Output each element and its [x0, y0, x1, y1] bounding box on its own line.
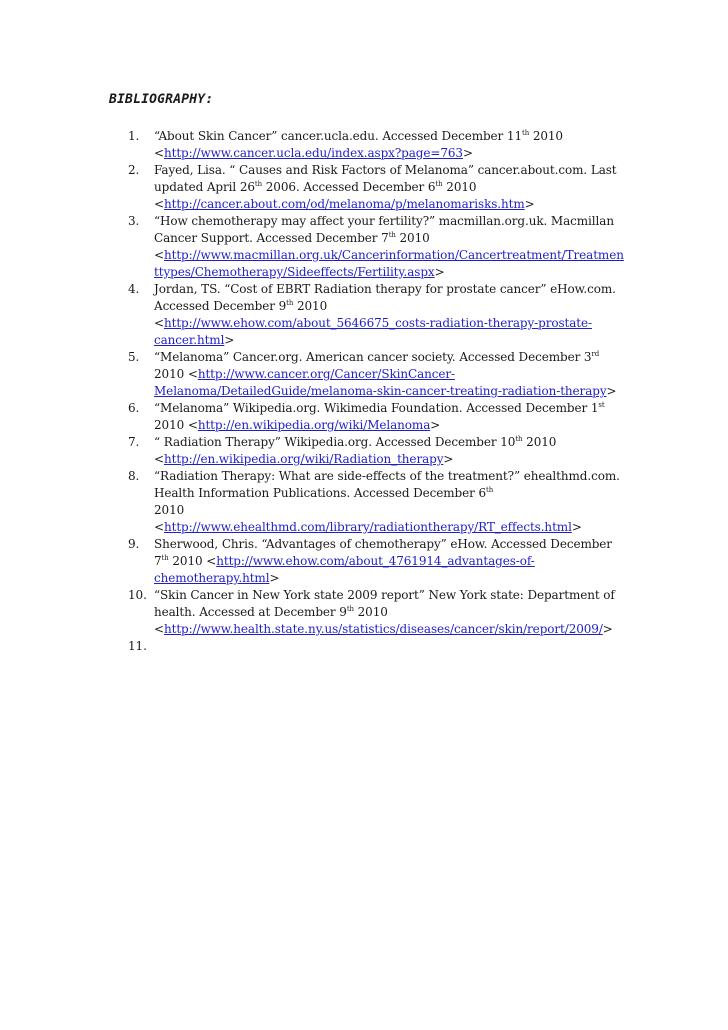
bracket: >: [602, 622, 613, 636]
citation-text: 2010: [154, 367, 188, 381]
citation-text: 2010: [168, 554, 207, 568]
superscript: th: [161, 554, 169, 562]
list-item: [128, 213, 624, 281]
list-item: [128, 587, 624, 638]
list-item: [128, 434, 624, 468]
list-item: [128, 128, 624, 162]
superscript: th: [435, 180, 443, 188]
citation-link[interactable]: http://www.ehow.com/about_5646675_costs-radiation-therapy-prostate-cancer.html: [154, 316, 592, 347]
list-item: [128, 400, 624, 434]
list-item: [128, 638, 624, 655]
citation-text: “About Skin Cancer” cancer.ucla.edu. Accessed December 11: [154, 129, 522, 143]
bracket: <: [187, 418, 198, 432]
item-number: 6.: [128, 401, 140, 415]
citation-link[interactable]: http://www.cancer.org/Cancer/SkinCancer-Melanoma/DetailedGuide/melanoma-skin-cancer-treating-radiation-therapy: [154, 367, 607, 398]
bracket: <: [154, 452, 164, 466]
citation-text: “Melanoma” Wikipedia.org. Wikimedia Foundation. Accessed December 1: [154, 401, 599, 415]
list-item: [128, 162, 624, 213]
superscript: th: [521, 129, 530, 137]
superscript: th: [388, 231, 396, 239]
citation-text: 2010: [154, 418, 188, 432]
superscript: th: [515, 435, 523, 443]
bracket: >: [524, 197, 535, 211]
citation-text: Sherwood, Chris. “Advantages of chemotherapy” eHow. Accessed December 7: [154, 537, 612, 568]
superscript: th: [346, 605, 354, 613]
bracket: <: [154, 520, 164, 534]
list-item: [128, 468, 624, 536]
bracket: >: [443, 452, 454, 466]
list-item: [128, 281, 624, 349]
bracket: >: [269, 571, 280, 585]
item-number: 5.: [128, 350, 140, 364]
bracket: >: [430, 418, 441, 432]
citation-text: 2010: [529, 129, 563, 143]
citation-text: Fayed, Lisa. “ Causes and Risk Factors of Melanoma” cancer.about.com. Last updated April 26: [154, 163, 617, 194]
citation-text: 2010: [442, 180, 477, 194]
bracket: <: [154, 316, 164, 330]
item-number: 4.: [128, 282, 140, 296]
item-number: 10.: [128, 588, 147, 602]
bracket: >: [571, 520, 582, 534]
list-item: [128, 349, 624, 400]
item-number: 2.: [128, 163, 140, 177]
citation-text: “How chemotherapy may affect your fertility?” macmillan.org.uk. Macmillan Cancer Support. Accessed December 7: [154, 214, 614, 245]
citation-link[interactable]: http://cancer.about.com/od/melanoma/p/melanomarisks.htm: [163, 197, 525, 211]
page-title: BIBLIOGRAPHY:: [109, 92, 214, 107]
citation-text: 2006. Accessed December 6: [262, 180, 436, 194]
citation-text: “Radiation Therapy: What are side-effects of the treatment?” ehealthmd.com. Health Information Publications. Accessed December 6: [154, 469, 620, 500]
bracket: <: [154, 197, 164, 211]
superscript: th: [254, 180, 263, 188]
superscript: rd: [591, 350, 600, 358]
item-number: 11.: [128, 639, 147, 653]
item-number: 1.: [128, 129, 140, 143]
superscript: th: [486, 486, 494, 494]
citation-text: Jordan, TS. “Cost of EBRT Radiation therapy for prostate cancer” eHow.com. Accessed December 9: [154, 282, 616, 313]
citation-text: “Melanoma” Cancer.org. American cancer society. Accessed December 3: [154, 350, 592, 364]
bibliography-list: [128, 128, 624, 655]
item-number: 9.: [128, 537, 140, 551]
bracket: <: [154, 248, 164, 262]
citation-text: “ Radiation Therapy” Wikipedia.org. Accessed December 10: [154, 435, 516, 449]
citation-link[interactable]: http://en.wikipedia.org/wiki/Radiation_therapy: [163, 452, 444, 466]
citation-text: 2010: [353, 605, 388, 619]
bracket: <: [154, 146, 164, 160]
item-number: 3.: [128, 214, 140, 228]
list-item: [128, 536, 624, 587]
citation-link[interactable]: http://www.macmillan.org.uk/Cancerinformation/Cancertreatment/Treatmenttypes/Chemotherapy/Sideeffects/Fertility.aspx: [154, 248, 624, 279]
bracket: >: [606, 384, 617, 398]
item-number: 7.: [128, 435, 140, 449]
citation-link[interactable]: http://www.ehow.com/about_4761914_advantages-of-chemotherapy.html: [154, 554, 535, 585]
superscript: th: [286, 299, 294, 307]
bracket: >: [434, 265, 445, 279]
citation-text: 2010: [522, 435, 557, 449]
bracket: <: [154, 622, 164, 636]
item-number: 8.: [128, 469, 140, 483]
citation-text: 2010: [395, 231, 430, 245]
citation-text: “Skin Cancer in New York state 2009 report” New York state: Department of health. Accessed at December 9: [154, 588, 615, 619]
citation-link[interactable]: http://www.cancer.ucla.edu/index.aspx?page=763: [163, 146, 463, 160]
bracket: >: [224, 333, 235, 347]
bracket: >: [462, 146, 473, 160]
citation-link[interactable]: http://en.wikipedia.org/wiki/Melanoma: [197, 418, 431, 432]
bracket: <: [206, 554, 217, 568]
citation-text: 2010: [293, 299, 328, 313]
bracket: <: [187, 367, 198, 381]
citation-link[interactable]: http://www.ehealthmd.com/library/radiationtherapy/RT_effects.html: [163, 520, 572, 534]
superscript: st: [598, 401, 605, 409]
citation-text: 2010: [154, 503, 185, 517]
citation-link[interactable]: http://www.health.state.ny.us/statistics/diseases/cancer/skin/report/2009/: [163, 622, 603, 636]
